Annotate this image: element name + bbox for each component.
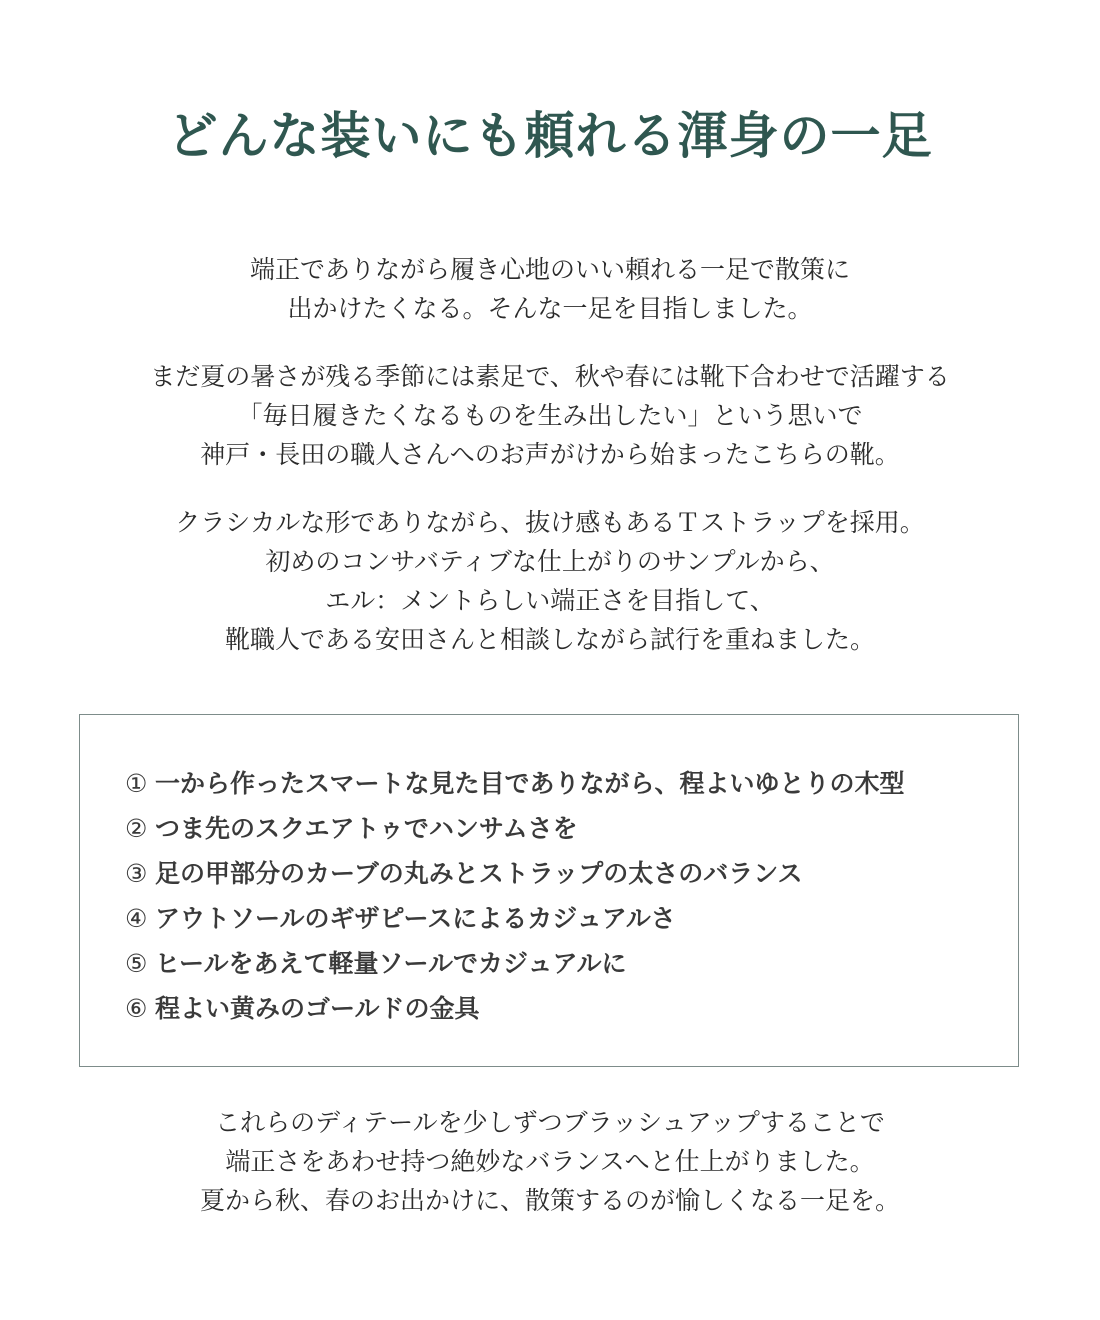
paragraph-line: 初めのコンサバティブな仕上がりのサンプルから、: [265, 547, 835, 576]
feature-item: [125, 806, 905, 851]
feature-text: つま先のスクエアトゥでハンサムさを: [155, 814, 578, 843]
paragraph-line: 端正さをあわせ持つ絶妙なバランスへと仕上がりました。: [225, 1147, 875, 1176]
closing-paragraph: [0, 1103, 1100, 1220]
paragraph-line: クラシカルな形でありながら、抜け感もあるＴストラップを採用。: [175, 508, 925, 537]
page-title: どんな装いにも頼れる渾身の一足: [167, 106, 933, 165]
feature-item: [125, 896, 905, 941]
feature-text: 足の甲部分のカーブの丸みとストラップの太さのバランス: [155, 859, 803, 888]
feature-text: ヒールをあえて軽量ソールでカジュアルに: [155, 949, 627, 978]
paragraph-line: まだ夏の暑さが残る季節には素足で、秋や春には靴下合わせで活躍する: [150, 362, 950, 391]
paragraph-line: エル：メントらしい端正さを目指して、: [325, 586, 775, 615]
feature-text: 一から作ったスマートな見た目でありながら、程よいゆとりの木型: [155, 769, 905, 798]
paragraph-line: 夏から秋、春のお出かけに、散策するのが愉しくなる一足を。: [199, 1186, 900, 1215]
features-box: [79, 714, 1019, 1067]
feature-text: 程よい黄みのゴールドの金具: [155, 994, 480, 1023]
feature-number: ①: [125, 769, 148, 798]
intro-paragraph: [0, 250, 1100, 328]
paragraph-line: 神戸・長田の職人さんへのお声がけから始まったこちらの靴。: [200, 440, 900, 469]
paragraph-line: 端正でありながら履き心地のいい頼れる一足で散策に: [249, 255, 850, 284]
features-list: [125, 761, 905, 1031]
feature-number: ⑥: [125, 994, 148, 1023]
feature-item: [125, 851, 905, 896]
background-paragraph: [0, 357, 1100, 474]
paragraph-line: 出かけたくなる。そんな一足を目指しました。: [287, 294, 813, 323]
feature-item: [125, 986, 905, 1031]
paragraph-line: 靴職人である安田さんと相談しながら試行を重ねました。: [224, 625, 875, 654]
feature-item: [125, 761, 905, 806]
paragraph-line: これらのディテールを少しずつブラッシュアップすることで: [215, 1108, 885, 1137]
feature-text: アウトソールのギザピースによるカジュアルさ: [155, 904, 676, 933]
feature-item: [125, 941, 905, 986]
design-paragraph: [0, 503, 1100, 659]
feature-number: ②: [125, 814, 148, 843]
feature-number: ④: [125, 904, 148, 933]
feature-number: ⑤: [125, 949, 148, 978]
feature-number: ③: [125, 859, 148, 888]
paragraph-line: 「毎日履きたくなるものを生み出したい」という思いで: [237, 401, 863, 430]
